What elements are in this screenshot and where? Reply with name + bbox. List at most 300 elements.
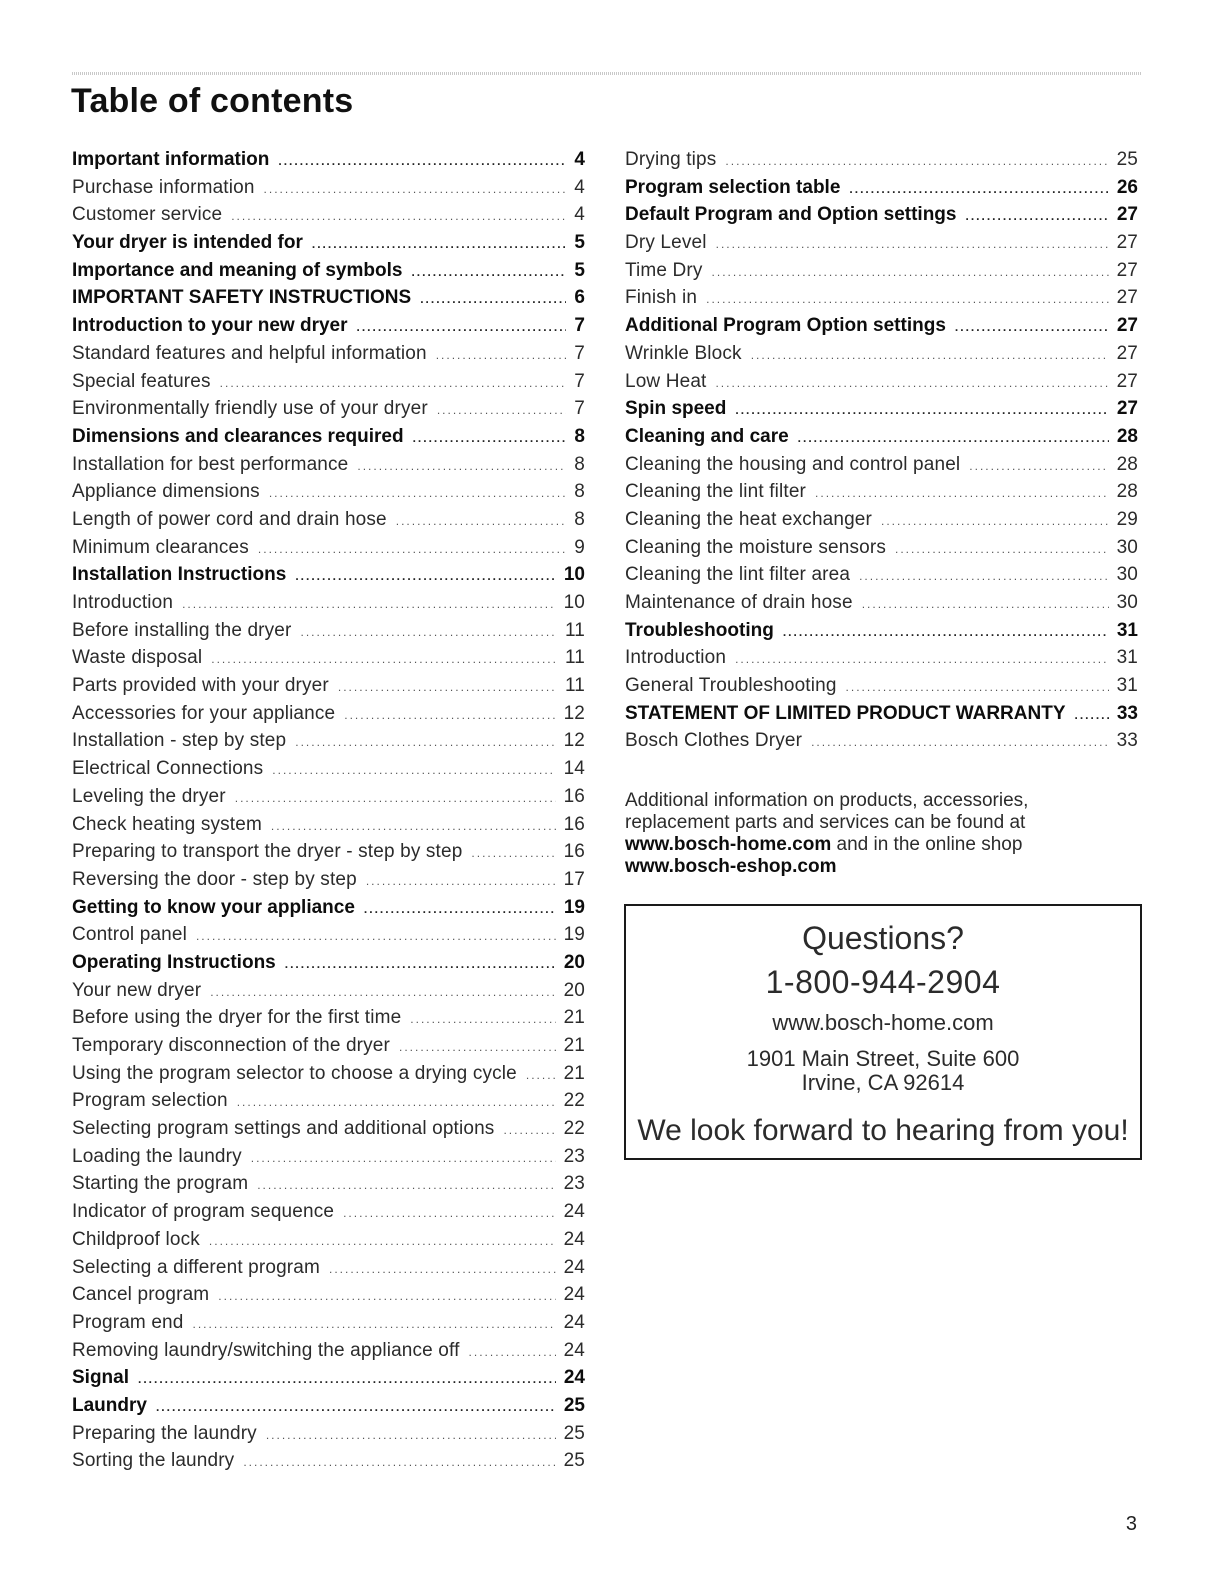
toc-entry[interactable] (625, 727, 1138, 755)
toc-entry[interactable] (625, 589, 1138, 617)
toc-dot-leader (272, 757, 555, 785)
toc-entry-title: STATEMENT OF LIMITED PRODUCT WARRANTY (625, 702, 1066, 724)
toc-entry-title: Before installing the dryer (72, 619, 292, 641)
toc-entry-page: 24 (563, 1228, 585, 1250)
toc-entry-page: 25 (563, 1422, 585, 1444)
toc-entry[interactable] (72, 1254, 585, 1282)
toc-dot-leader (278, 148, 566, 176)
toc-entry[interactable] (72, 229, 585, 257)
toc-dot-leader (264, 176, 567, 204)
toc-entry-title: Length of power cord and drain hose (72, 508, 387, 530)
toc-entry-title: Bosch Clothes Dryer (625, 730, 803, 752)
toc-right-column (625, 146, 1138, 755)
toc-entry-page: 29 (1116, 508, 1138, 530)
info-line-1: Additional information on products, accessories, (625, 790, 1029, 811)
toc-dot-leader (138, 1366, 556, 1394)
toc-entry-title: Dry Level (625, 232, 707, 254)
toc-entry[interactable] (72, 894, 585, 922)
toc-entry[interactable] (72, 1392, 585, 1420)
toc-dot-leader (220, 370, 567, 398)
toc-entry-page: 10 (563, 592, 585, 613)
toc-dot-leader (420, 286, 566, 314)
toc-entry[interactable] (72, 589, 585, 617)
toc-dot-leader (751, 342, 1109, 370)
toc-entry-title: Starting the program (72, 1173, 249, 1195)
toc-dot-leader (295, 563, 556, 591)
toc-entry[interactable] (72, 700, 585, 728)
toc-entry-page: 31 (1116, 675, 1138, 697)
questions-box (624, 904, 1142, 1160)
toc-entry-title: Default Program and Option settings (625, 204, 957, 226)
toc-entry[interactable] (72, 146, 585, 174)
toc-entry-page: 22 (563, 1090, 585, 1112)
toc-entry[interactable] (625, 368, 1138, 396)
toc-entry-title: General Troubleshooting (625, 675, 837, 697)
toc-entry-title: Introduction (72, 592, 174, 613)
toc-entry[interactable] (72, 1309, 585, 1337)
toc-dot-leader (257, 1172, 555, 1200)
toc-dot-leader (881, 508, 1109, 536)
toc-dot-leader (815, 480, 1109, 508)
toc-entry-page: 21 (563, 1035, 585, 1056)
toc-entry-title: Cleaning the heat exchanger (625, 508, 873, 530)
toc-entry-title: Signal (72, 1367, 130, 1389)
header-rule (72, 72, 1142, 75)
toc-entry-title: Selecting a different program (72, 1256, 320, 1278)
toc-entry-page: 27 (1116, 342, 1138, 364)
toc-entry-page: 24 (563, 1284, 585, 1306)
toc-entry-page: 16 (563, 785, 585, 807)
toc-entry[interactable] (72, 257, 585, 285)
toc-entry[interactable] (625, 146, 1138, 174)
toc-entry-title: Your dryer is intended for (72, 232, 303, 254)
toc-entry-page: 7 (574, 370, 585, 392)
toc-entry-title: Spin speed (625, 398, 727, 420)
toc-dot-leader (399, 1034, 556, 1062)
toc-entry-page: 28 (1116, 453, 1138, 475)
toc-entry[interactable] (72, 312, 585, 340)
toc-entry-page: 24 (563, 1367, 585, 1389)
toc-entry-page: 23 (563, 1145, 585, 1167)
toc-dot-leader (329, 1256, 556, 1284)
toc-entry-title: Reversing the door - step by step (72, 868, 357, 890)
toc-entry[interactable] (72, 534, 585, 562)
toc-dot-leader (211, 646, 557, 674)
website-url: www.bosch-home.com (772, 1010, 994, 1035)
toc-entry[interactable] (72, 1060, 585, 1088)
toc-entry-title: Before using the dryer for the first time (72, 1007, 402, 1029)
toc-entry-page: 4 (574, 149, 585, 170)
questions-heading: Questions? (802, 920, 964, 956)
toc-left-column (72, 146, 585, 1475)
toc-entry-title: Removing laundry/switching the appliance off (72, 1339, 460, 1361)
toc-entry-title: Installation - step by step (72, 730, 287, 752)
toc-dot-leader (344, 702, 555, 730)
toc-entry-page: 27 (1116, 398, 1138, 420)
toc-entry-title: Importance and meaning of symbols (72, 259, 403, 281)
toc-entry-title: Customer service (72, 204, 223, 226)
toc-entry-title: Check heating system (72, 813, 262, 835)
toc-entry-page: 27 (1116, 315, 1138, 337)
toc-entry-page: 10 (563, 564, 585, 586)
toc-entry-title: Finish in (625, 287, 698, 309)
toc-entry[interactable] (72, 1337, 585, 1365)
toc-entry-title: Sorting the laundry (72, 1450, 235, 1472)
toc-entry-page: 19 (563, 896, 585, 918)
toc-entry-page: 4 (574, 204, 585, 226)
toc-dot-leader (235, 785, 556, 813)
toc-entry-page: 27 (1116, 259, 1138, 281)
toc-entry-title: Control panel (72, 924, 187, 946)
toc-entry[interactable] (72, 977, 585, 1005)
toc-entry-page: 21 (563, 1062, 585, 1084)
toc-entry-title: Using the program selector to choose a drying cycle (72, 1062, 517, 1084)
toc-entry-title: Special features (72, 370, 211, 392)
toc-entry-page: 8 (574, 481, 585, 503)
toc-entry-title: Purchase information (72, 176, 255, 198)
toc-dot-leader (301, 619, 557, 647)
toc-entry-title: Appliance dimensions (72, 481, 260, 503)
toc-entry-title: Maintenance of drain hose (625, 592, 853, 613)
info-line-2: replacement parts and services can be found at (625, 812, 1026, 833)
toc-dot-leader (231, 203, 566, 231)
toc-entry-title: Drying tips (625, 149, 717, 170)
toc-entry-title: Installation Instructions (72, 564, 287, 586)
toc-entry-title: Childproof lock (72, 1228, 200, 1250)
toc-dot-leader (811, 729, 1108, 757)
toc-entry-page: 19 (563, 924, 585, 946)
toc-entry[interactable] (72, 1198, 585, 1226)
toc-dot-leader (210, 979, 555, 1007)
toc-entry-title: Dimensions and clearances required (72, 425, 404, 447)
toc-dot-leader (156, 1394, 556, 1422)
toc-dot-leader (209, 1228, 556, 1256)
toc-dot-leader (503, 1117, 555, 1145)
toc-dot-leader (849, 176, 1108, 204)
toc-entry[interactable] (72, 1032, 585, 1060)
toc-entry-title: Your new dryer (72, 979, 202, 1001)
toc-dot-leader (266, 1422, 556, 1450)
toc-dot-leader (237, 1089, 556, 1117)
toc-entry[interactable] (72, 921, 585, 949)
toc-entry-page: 26 (1116, 176, 1138, 198)
toc-entry[interactable] (625, 423, 1138, 451)
phone-number: 1-800-944-2904 (765, 964, 1001, 1000)
address-line-1: 1901 Main Street, Suite 600 (746, 1046, 1020, 1071)
toc-dot-leader (218, 1283, 555, 1311)
toc-entry-title: Environmentally friendly use of your dryer (72, 398, 428, 420)
toc-entry[interactable] (625, 672, 1138, 700)
toc-dot-leader (469, 1339, 556, 1367)
toc-entry-page: 5 (574, 259, 585, 281)
toc-entry-title: Cancel program (72, 1284, 210, 1306)
toc-entry-page: 11 (564, 647, 585, 669)
toc-dot-leader (846, 674, 1109, 702)
toc-entry[interactable] (625, 395, 1138, 423)
toc-entry[interactable] (72, 755, 585, 783)
toc-entry-title: Time Dry (625, 259, 703, 281)
additional-info (625, 790, 1125, 878)
toc-entry-title: Cleaning the housing and control panel (625, 453, 961, 475)
toc-entry-page: 24 (563, 1339, 585, 1361)
toc-entry[interactable] (72, 1447, 585, 1475)
toc-dot-leader (364, 896, 556, 924)
toc-entry-title: Standard features and helpful information (72, 342, 427, 364)
toc-entry-title: Loading the laundry (72, 1145, 242, 1167)
toc-entry-page: 9 (574, 536, 585, 558)
toc-entry-page: 4 (574, 176, 585, 198)
toc-entry-title: Selecting program settings and additional options (72, 1118, 495, 1140)
toc-entry[interactable] (625, 534, 1138, 562)
toc-entry-page: 22 (563, 1118, 585, 1140)
toc-entry-title: Temporary disconnection of the dryer (72, 1035, 390, 1056)
toc-entry-page: 7 (574, 398, 585, 420)
toc-entry-title: Operating Instructions (72, 951, 276, 973)
toc-entry-title: Waste disposal (72, 647, 203, 669)
toc-entry-page: 25 (563, 1450, 585, 1472)
toc-dot-leader (338, 674, 557, 702)
toc-entry-page: 7 (574, 315, 585, 337)
toc-entry[interactable] (625, 340, 1138, 368)
toc-entry[interactable] (72, 1004, 585, 1032)
toc-entry[interactable] (625, 257, 1138, 285)
toc-dot-leader (366, 868, 556, 896)
toc-entry[interactable] (625, 174, 1138, 202)
toc-entry-page: 17 (563, 868, 585, 890)
toc-entry[interactable] (625, 284, 1138, 312)
toc-entry-page: 27 (1116, 232, 1138, 254)
toc-entry-page: 12 (563, 702, 585, 724)
toc-dot-leader (285, 951, 556, 979)
toc-dot-leader (725, 148, 1108, 176)
toc-entry[interactable] (72, 478, 585, 506)
toc-dot-leader (413, 425, 567, 453)
toc-entry-page: 12 (563, 730, 585, 752)
toc-entry[interactable] (72, 949, 585, 977)
toc-entry-title: Program selection table (625, 176, 841, 198)
toc-dot-leader (862, 591, 1109, 619)
toc-entry[interactable] (72, 783, 585, 811)
toc-entry[interactable] (72, 1115, 585, 1143)
toc-entry-title: Minimum clearances (72, 536, 249, 558)
toc-entry-page: 33 (1116, 702, 1138, 724)
toc-entry-title: Troubleshooting (625, 619, 774, 641)
toc-dot-leader (895, 536, 1109, 564)
info-line-3 (625, 834, 1125, 856)
address-line-2: Irvine, CA 92614 (801, 1070, 965, 1095)
toc-entry-page: 27 (1116, 204, 1138, 226)
toc-entry-page: 27 (1116, 287, 1138, 309)
info-line-3-rest: and in the online shop (831, 834, 1023, 855)
toc-entry[interactable] (625, 451, 1138, 479)
toc-entry[interactable] (72, 1170, 585, 1198)
toc-dot-leader (526, 1062, 556, 1090)
bosch-eshop-link[interactable]: www.bosch-eshop.com (625, 856, 837, 877)
toc-entry-page: 23 (563, 1173, 585, 1195)
toc-dot-leader (357, 453, 566, 481)
toc-entry-title: Program end (72, 1311, 184, 1333)
toc-dot-leader (271, 813, 556, 841)
toc-entry-page: 20 (563, 979, 585, 1001)
bosch-home-link[interactable]: www.bosch-home.com (625, 834, 832, 855)
toc-entry-title: Wrinkle Block (625, 342, 742, 364)
toc-dot-leader (343, 1200, 556, 1228)
toc-entry-title: Accessories for your appliance (72, 702, 336, 724)
toc-entry-page: 8 (574, 453, 585, 475)
toc-entry-title: Laundry (72, 1394, 147, 1416)
toc-entry-page: 5 (574, 232, 585, 254)
toc-entry[interactable] (72, 174, 585, 202)
toc-entry[interactable] (625, 478, 1138, 506)
toc-entry-title: Leveling the dryer (72, 785, 226, 807)
toc-dot-leader (965, 203, 1108, 231)
toc-entry-page: 6 (574, 287, 585, 309)
page-number: 3 (1125, 1513, 1137, 1535)
toc-dot-leader (357, 314, 567, 342)
toc-entry[interactable] (625, 506, 1138, 534)
toc-dot-leader (411, 259, 566, 287)
toc-entry[interactable] (72, 423, 585, 451)
toc-entry-title: Cleaning the moisture sensors (625, 536, 886, 558)
toc-dot-leader (471, 840, 555, 868)
toc-entry[interactable] (72, 727, 585, 755)
toc-entry[interactable] (72, 811, 585, 839)
toc-entry[interactable] (72, 1087, 585, 1115)
toc-dot-leader (1075, 702, 1109, 730)
toc-entry-title: Preparing the laundry (72, 1422, 257, 1444)
toc-entry-page: 20 (563, 951, 585, 973)
toc-dot-leader (410, 1006, 555, 1034)
toc-entry-page: 30 (1116, 592, 1138, 613)
toc-entry[interactable] (625, 229, 1138, 257)
toc-dot-leader (258, 536, 566, 564)
toc-entry-title: Introduction (625, 647, 727, 669)
toc-entry[interactable] (72, 340, 585, 368)
toc-entry-page: 16 (563, 841, 585, 863)
page-title: Table of contents (71, 82, 354, 120)
toc-entry[interactable] (625, 700, 1138, 728)
toc-entry-page: 31 (1116, 619, 1138, 641)
toc-entry-page: 7 (574, 342, 585, 364)
toc-entry-title: Electrical Connections (72, 758, 264, 780)
toc-dot-leader (798, 425, 1109, 453)
toc-entry[interactable] (625, 644, 1138, 672)
toc-entry[interactable] (72, 506, 585, 534)
toc-entry[interactable] (72, 1226, 585, 1254)
toc-entry-page: 21 (563, 1007, 585, 1029)
toc-dot-leader (182, 591, 555, 619)
toc-entry-title: Program selection (72, 1090, 228, 1112)
toc-entry-title: Cleaning and care (625, 425, 789, 447)
toc-entry[interactable] (72, 561, 585, 589)
closing-text: We look forward to hearing from you! (637, 1114, 1129, 1147)
toc-dot-leader (196, 923, 556, 951)
toc-entry[interactable] (72, 644, 585, 672)
toc-entry-page: 24 (563, 1311, 585, 1333)
toc-entry-page: 11 (564, 619, 585, 641)
toc-entry-title: Low Heat (625, 370, 707, 392)
toc-entry[interactable] (625, 312, 1138, 340)
toc-dot-leader (735, 397, 1109, 425)
toc-entry[interactable] (72, 284, 585, 312)
toc-entry-title: Indicator of program sequence (72, 1201, 335, 1223)
toc-entry[interactable] (72, 1143, 585, 1171)
toc-dot-leader (783, 619, 1109, 647)
toc-entry[interactable] (72, 672, 585, 700)
toc-dot-leader (712, 259, 1109, 287)
toc-entry[interactable] (72, 866, 585, 894)
toc-entry-page: 11 (564, 675, 585, 697)
toc-entry-page: 33 (1116, 730, 1138, 752)
toc-entry-title: Important information (72, 149, 270, 170)
toc-entry-page: 16 (563, 813, 585, 835)
toc-entry-page: 27 (1116, 370, 1138, 392)
info-line-4 (625, 856, 1125, 878)
toc-dot-leader (396, 508, 567, 536)
toc-entry-page: 24 (563, 1201, 585, 1223)
toc-entry-page: 24 (563, 1256, 585, 1278)
toc-dot-leader (735, 646, 1108, 674)
toc-entry[interactable] (72, 838, 585, 866)
toc-entry-page: 31 (1116, 647, 1138, 669)
toc-entry-page: 14 (563, 758, 585, 780)
toc-dot-leader (295, 729, 555, 757)
toc-entry[interactable] (72, 617, 585, 645)
toc-dot-leader (969, 453, 1108, 481)
toc-entry-title: Getting to know your appliance (72, 896, 355, 918)
toc-dot-leader (269, 480, 566, 508)
toc-dot-leader (312, 231, 567, 259)
toc-entry-page: 8 (574, 508, 585, 530)
toc-dot-leader (437, 397, 566, 425)
toc-entry-title: Additional Program Option settings (625, 315, 946, 337)
toc-entry[interactable] (72, 1420, 585, 1448)
toc-entry-page: 8 (574, 425, 585, 447)
toc-dot-leader (859, 563, 1108, 591)
toc-entry-page: 30 (1116, 536, 1138, 558)
toc-entry-title: Parts provided with your dryer (72, 675, 329, 697)
toc-entry[interactable] (625, 561, 1138, 589)
toc-entry-page: 28 (1116, 481, 1138, 503)
toc-dot-leader (716, 231, 1109, 259)
toc-dot-leader (955, 314, 1109, 342)
toc-entry-page: 25 (563, 1394, 585, 1416)
toc-entry[interactable] (625, 201, 1138, 229)
toc-entry-title: Cleaning the lint filter area (625, 564, 851, 586)
toc-entry[interactable] (72, 368, 585, 396)
toc-entry-title: IMPORTANT SAFETY INSTRUCTIONS (72, 287, 412, 309)
toc-entry-title: Installation for best performance (72, 453, 349, 475)
toc-dot-leader (251, 1145, 556, 1173)
toc-entry-page: 30 (1116, 564, 1138, 586)
toc-dot-leader (243, 1449, 555, 1477)
toc-dot-leader (706, 286, 1108, 314)
toc-entry-title: Introduction to your new dryer (72, 315, 348, 337)
toc-entry[interactable] (72, 451, 585, 479)
toc-dot-leader (436, 342, 567, 370)
toc-dot-leader (715, 370, 1108, 398)
toc-entry[interactable] (72, 1281, 585, 1309)
toc-entry-page: 28 (1116, 425, 1138, 447)
toc-entry[interactable] (72, 1364, 585, 1392)
toc-entry-page: 25 (1116, 149, 1138, 170)
toc-entry-title: Preparing to transport the dryer - step by step (72, 841, 463, 863)
toc-entry[interactable] (625, 617, 1138, 645)
toc-entry[interactable] (72, 201, 585, 229)
toc-entry[interactable] (72, 395, 585, 423)
toc-entry-title: Cleaning the lint filter (625, 481, 807, 503)
toc-dot-leader (193, 1311, 556, 1339)
